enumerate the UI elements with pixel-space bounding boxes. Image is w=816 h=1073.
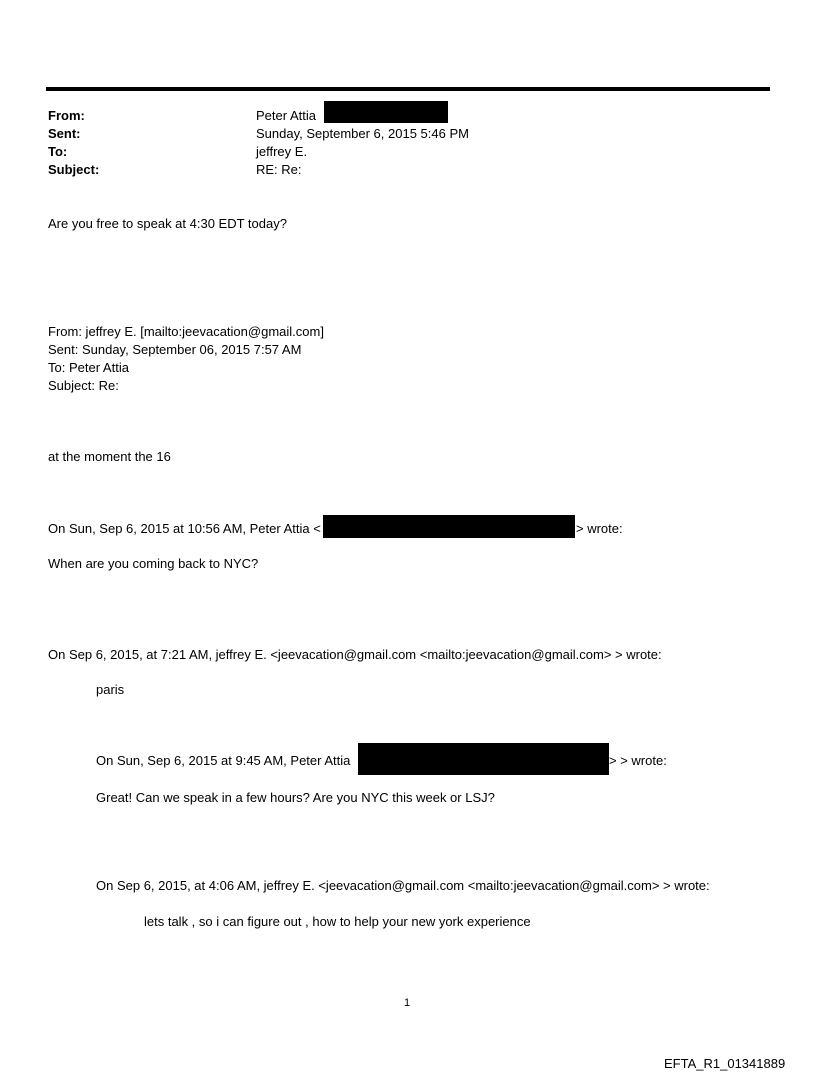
attribution-line: On Sun, Sep 6, 2015 at 9:45 AM, Peter Attia	[96, 753, 351, 768]
sent-label: Sent:	[48, 126, 81, 141]
attribution-line: On Sep 6, 2015, at 7:21 AM, jeffrey E. <jeevacation@gmail.com <mailto:jeevacation@gmail.com> > wrote:	[48, 647, 662, 662]
sent-value: Sunday, September 6, 2015 5:46 PM	[256, 126, 469, 141]
quoted-subject: Subject: Re:	[48, 378, 119, 393]
subject-value: RE: Re:	[256, 162, 302, 177]
page-number: 1	[404, 997, 411, 1009]
attribution-suffix: > > wrote:	[609, 753, 667, 768]
from-label: From:	[48, 108, 85, 123]
reply-text: lets talk , so i can figure out , how to help your new york experience	[144, 914, 531, 929]
reply-text: Great! Can we speak in a few hours? Are you NYC this week or LSJ?	[96, 790, 495, 805]
redaction-box	[324, 101, 448, 123]
to-value: jeffrey E.	[256, 144, 308, 159]
redaction-box	[358, 743, 609, 775]
attribution-line: On Sun, Sep 6, 2015 at 10:56 AM, Peter Attia <	[48, 521, 321, 536]
header-rule	[46, 87, 770, 91]
quoted-sent: Sent: Sunday, September 06, 2015 7:57 AM	[48, 342, 302, 357]
reply-text: paris	[96, 682, 125, 697]
document-id: EFTA_R1_01341889	[664, 1056, 786, 1071]
redaction-box	[323, 515, 575, 538]
to-label: To:	[48, 144, 68, 159]
quoted-to: To: Peter Attia	[48, 360, 129, 375]
attribution-line: On Sep 6, 2015, at 4:06 AM, jeffrey E. <jeevacation@gmail.com <mailto:jeevacation@gmail.com> > wrote:	[96, 878, 710, 893]
reply-text: at the moment the 16	[48, 449, 171, 464]
attribution-suffix: > wrote:	[576, 521, 623, 536]
from-value: Peter Attia	[256, 108, 316, 123]
reply-text: When are you coming back to NYC?	[48, 556, 259, 571]
subject-label: Subject:	[48, 162, 100, 177]
message-text: Are you free to speak at 4:30 EDT today?	[48, 216, 287, 231]
quoted-from: From: jeffrey E. [mailto:jeevacation@gmail.com]	[48, 324, 324, 339]
